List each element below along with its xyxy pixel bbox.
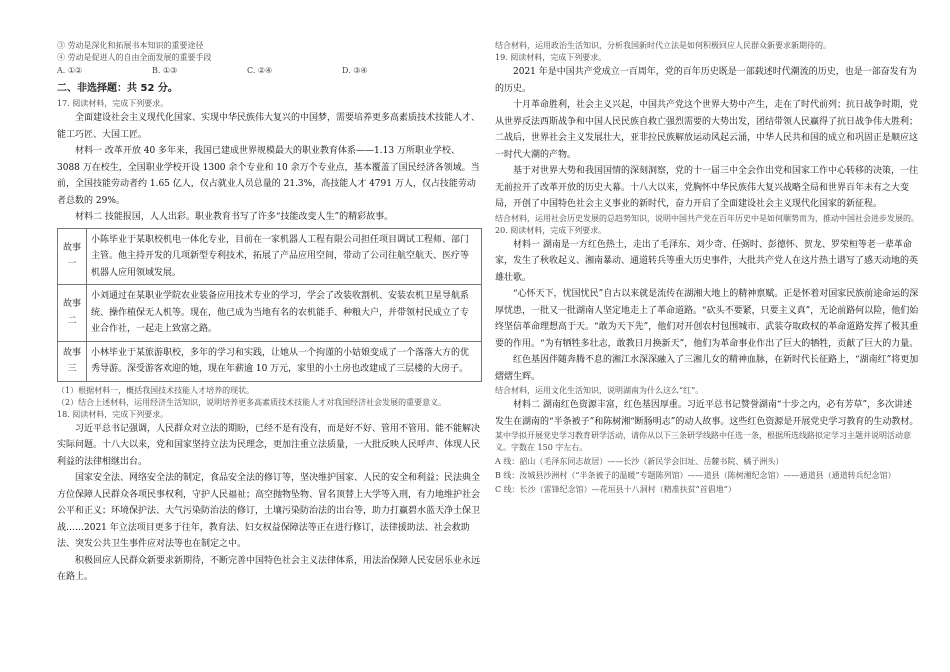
q20-intro: 20. 阅读材料，完成下列要求。: [495, 225, 607, 235]
story-text: 小陈毕业于某职校机电一体化专业，目前在一家机器人工程有限公司担任项目调试工程师、部门主管。他主持开发的几项新型专利技术，拓展了产品应用空间，带动了公司往航空航天、医疗等机器人应用领域发展。: [87, 228, 482, 285]
q18-intro: 18. 阅读材料，完成下列要求。: [57, 409, 169, 419]
choice-item: ③ 劳动是深化和拓展书本知识的重要途径: [57, 41, 204, 50]
q20-material-1: 红色基因伴随奔腾不息的湘江水深深融入了三湘儿女的精神血脉，在新时代长征路上，“湖南红”将更加熠熠生辉。: [495, 355, 919, 382]
option-a: A. ①②: [57, 66, 83, 75]
left-column: [57, 40, 482, 586]
q18-paragraph: 积极回应人民群众新要求新期待，不断完善中国特色社会主义法律体系，用法治保障人民安居乐业永远在路上。: [57, 555, 481, 582]
q18-question: 结合材料，运用政治生活知识，分析我国新时代立法是如何积极回应人民群众新要求新期待的。: [495, 41, 831, 50]
story-label: 故事三: [58, 341, 87, 381]
q19-intro: 19. 阅读材料，完成下列要求。: [495, 53, 607, 62]
table-row: [58, 285, 482, 342]
q17-material-2: 材料二 技能报国，人人出彩。职业教育书写了许多“技能改变人生”的精彩故事。: [75, 212, 394, 222]
story-label: 故事一: [58, 228, 87, 285]
route-c: C 线：长沙（雷锋纪念馆）—花垣县十八洞村（精准扶贫“首倡地”）: [495, 485, 736, 494]
q19-question: 结合材料，运用社会历史发展的总趋势知识，说明中国共产党在百年历史中是如何顺势而为，推动中国社会进步发展的。: [495, 213, 919, 223]
q20-material-1: “心怀天下，忧国忧民”自古以来就是流传在湖湘大地上的精神禀赋。正是怀着对国家民族前途命运的深厚忧患，一批又一批湖南人坚定地走上了革命道路。“砍头不要紧，只要主义真”，无论前路何以险，他们始终坚信革命理想高于天。“敢为天下先”，他们对开创农村包围城市、武装夺取政权的革命道路发挥了极其重要的作用。“为有牺牲多壮志，敢教日月换新天”，他们为革命事业作出了巨大的牺牲，贡献了巨大的力量。: [495, 289, 919, 349]
q18-paragraph: 国家安全法、网络安全法的制定，食品安全法的修订等，坚决维护国家、人民的安全和利益；民法典全方位保障人民群众各项民事权利，守护人民福祉；高空抛物坠物、冒名顶替上大学等入刑，有力地维护社会公平和正义；环境保护法、大气污染防治法的修订，土壤污染防治法的出台等，助力打赢碧水蓝天净土保卫战……2021 年立法项目更多于往年，教育法、妇女权益保障法等正在进行修订，法律援助法、社会救助法、突发公共卫生事件应对法等也在制定之中。: [57, 473, 481, 549]
q19-paragraph: 十月革命胜利，社会主义兴起，中国共产党这个世界大势中产生，走在了时代前列；抗日战争时期，党从世界反法西斯战争和中国人民民族自救亡强烈需要的大势出发，团结带领人民赢得了抗日战争伟大胜利；二战后，世界社会主义发展壮大，亚非拉民族解放运动风起云涌，中华人民共和国的成立和巩固正是顺应这一时代大潮的产物。: [495, 100, 919, 160]
q19-paragraph: 2021 年是中国共产党成立一百周年，党的百年历史既是一部载述时代潮流的历史，也是一部奋发有为的历史。: [495, 67, 917, 94]
q20-task: 某中学拟开展党史学习教育研学活动，请你从以下三条研学线路中任选一条，根据所选线路拟定学习主题并说明活动意义。字数在 150 字左右。: [495, 431, 911, 452]
q20-material-2: 材料二 湖南红色资源丰富，红色基因厚重。习近平总书记赞誉湖南“十步之内，必有芳草”，多次讲述发生在湖南的“半条被子”和陈树湘“断肠明志”的动人故事。这些红色资源是开展党史学习教育的生动教材。: [495, 400, 919, 427]
table-row: [58, 341, 482, 381]
stories-table: [57, 228, 482, 382]
q20-question-1: 结合材料，运用文化生活知识，说明湖南为什么这么“红”。: [495, 386, 704, 395]
answer-options: [57, 64, 482, 78]
option-b: B. ①③: [152, 66, 178, 75]
q17-material-1: 材料一 改革开放 40 多年来，我国已建成世界规模最大的职业教育体系——1.13 万所职业学校、3088 万在校生，全国职业学校开设 1300 余个专业和 10 余万个专业点，基本覆盖了国民经济各领域。当前，全国技能劳动者约 1.65 亿人，仅占就业人员总量的 21.3%，高技能人才 4791 万人，仅占技能劳动者总数的 29%。: [57, 146, 480, 206]
q17-intro: 17. 阅读材料，完成下列要求。: [57, 99, 169, 108]
option-c: C. ②④: [247, 66, 273, 75]
q17-subquestion-2: （2）结合上述材料，运用经济生活知识，说明培养更多高素质技术技能人才对我国经济社会发展的重要意义。: [57, 397, 447, 407]
section-title: 二、非选择题：共 52 分。: [57, 83, 178, 94]
table-row: [58, 228, 482, 285]
q17-paragraph: 全面建设社会主义现代化国家、实现中华民族伟大复兴的中国梦，需要培养更多高素质技术技能人才、能工巧匠、大国工匠。: [57, 113, 481, 140]
story-label: 故事二: [58, 285, 87, 342]
q17-subquestion-1: （1）根据材料一，概括我国技术技能人才培养的现状。: [57, 385, 255, 395]
q20-material-1: 材料一 湖南是一方红色热土，走出了毛泽东、刘少奇、任弼时、彭德怀、贺龙、罗荣桓等老一辈革命家，发生了秋收起义、湘南暴动、通道转兵等重大历史事件，大批共产党人在这片热土谱写了感天动地的英雄壮歌。: [495, 239, 919, 283]
right-column: [495, 40, 920, 496]
choice-item: ④ 劳动是促进人的自由全面发展的重要手段: [57, 53, 212, 62]
story-text: 小刘通过在某职业学院农业装备应用技术专业的学习，学会了改装收割机、安装农机卫星导航系统、操作植保无人机等。现在，他已成为当地有名的农机能手、种粮大户，并带领村民成立了专业合作社，一起走上致富之路。: [87, 285, 482, 342]
option-d: D. ③④: [342, 66, 368, 75]
story-text: 小林毕业于某旅游职校，多年的学习和实践，让她从一个拘谨的小姑娘变成了一个落落大方的优秀导游。深受游客欢迎的她，现在年薪逾 10 万元，家里的小土房也改建成了三层楼的大房子。: [87, 341, 482, 381]
q18-paragraph: 习近平总书记强调，人民群众对立法的期盼，已经不是有没有，而是好不好、管用不管用、能不能解决实际问题。十八大以来，党和国家坚持立法为民理念，更加注重立法质量，一大批反映人民呼声、体现人民利益的法律相继出台。: [57, 423, 481, 467]
route-a: A 线：韶山（毛泽东同志故居）——长沙（新民学会旧址、岳麓书院、橘子洲头）: [495, 457, 784, 466]
q19-paragraph: 基于对世界大势和我国国情的深刻洞察，党的十一届三中全会作出党和国家工作中心转移的决策，一往无前拉开了改革开放的历史大幕。十八大以来，党胸怀中华民族伟大复兴战略全局和世界百年未有之大变局，开创了中国特色社会主义事业的新时代，奋力开启了全面建设社会主义现代化国家的新征程。: [495, 166, 919, 209]
route-b: B 线：汝城县沙洲村（“半条被子的温暖”专题陈列馆）——道县（陈树湘纪念馆）——通道县（通道转兵纪念馆）: [495, 471, 896, 480]
